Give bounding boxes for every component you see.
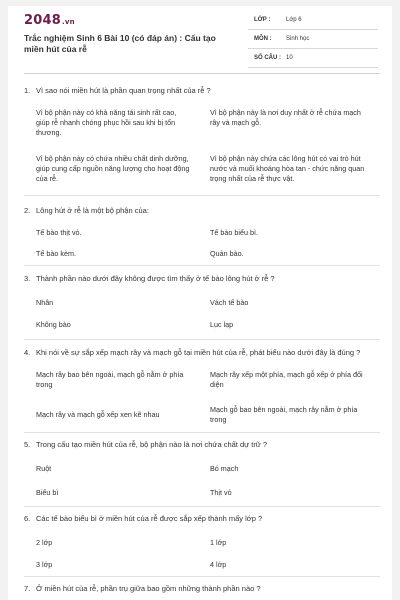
meta-value: Lớp 6	[286, 17, 302, 23]
answer-option-d[interactable]: Lục lạp	[210, 320, 234, 329]
question-divider	[24, 195, 380, 196]
meta-value: 10	[286, 55, 293, 61]
answer-option-d[interactable]: Vì bộ phận này chứa các lông hút có vai trò hút nước và muối khoáng hòa tan - chức năng quan trọng nhất của rễ thực vật.	[210, 154, 365, 183]
answer-option-b[interactable]: 1 lớp	[210, 538, 227, 547]
question-divider	[24, 576, 380, 577]
question-text: Các tế bào biểu bì ở miền hút của rễ được sắp xếp thành mấy lớp ?	[36, 514, 263, 523]
logo-text: 2048	[24, 13, 61, 28]
question-text: Vì sao nói miền hút là phần quan trọng nhất của rễ ?	[36, 86, 211, 95]
meta-label: MÔN :	[254, 36, 272, 42]
answer-option-c[interactable]: Mạch rây và mạch gỗ xếp xen kẽ nhau	[36, 410, 160, 419]
meta-info	[248, 14, 378, 68]
meta-row-count	[248, 52, 378, 68]
meta-row-subject	[248, 33, 378, 49]
question-text: Lông hút ở rễ là một bộ phận của:	[36, 206, 149, 215]
question-number: 7.	[24, 584, 31, 593]
answer-option-b[interactable]: Tế bào biểu bì.	[210, 228, 258, 237]
question-number: 6.	[24, 514, 31, 523]
answer-option-b[interactable]: Bó mạch	[210, 464, 239, 473]
question-divider	[24, 265, 380, 266]
answer-option-c[interactable]: Tế bào kèm.	[36, 249, 76, 258]
answer-option-a[interactable]: Ruột	[36, 464, 52, 473]
answer-option-d[interactable]: 4 lớp	[210, 560, 227, 569]
answer-option-b[interactable]: Vách tế bào	[210, 298, 249, 307]
meta-label: LỚP :	[254, 17, 271, 23]
question-text: Trong cấu tạo miền hút của rễ, bộ phận nào là nơi chứa chất dự trữ ?	[36, 440, 268, 449]
page-title: Trắc nghiệm Sinh 6 Bài 10 (có đáp án) : Cấu tạo miền hút của rễ	[24, 33, 216, 54]
question-number: 3.	[24, 274, 31, 283]
question-text: Thành phần nào dưới đây không được tìm thấy ở tế bào lông hút ở rễ ?	[36, 274, 275, 283]
meta-label: SỐ CÂU :	[254, 55, 281, 61]
answer-option-d[interactable]: Quản bào.	[210, 249, 244, 258]
answer-option-b[interactable]: Mạch rây xếp một phía, mạch gỗ xếp ở phía đối diện	[210, 370, 363, 389]
meta-row-class	[248, 14, 378, 30]
answer-option-c[interactable]: 3 lớp	[36, 560, 53, 569]
question-divider	[24, 339, 380, 340]
question-number: 5.	[24, 440, 31, 449]
answer-option-a[interactable]: Mạch rây bao bên ngoài, mạch gỗ nằm ở phía trong	[36, 370, 184, 389]
answer-option-c[interactable]: Biểu bì	[36, 488, 59, 497]
answer-option-d[interactable]: Mạch gỗ bao bên ngoài, mạch rây nằm ở phía trong	[210, 405, 358, 424]
meta-value: Sinh học	[286, 36, 310, 42]
answer-option-d[interactable]: Thịt vỏ	[210, 488, 232, 497]
answer-option-a[interactable]: 2 lớp	[36, 538, 53, 547]
question-divider	[24, 432, 380, 433]
logo-suffix: .vn	[61, 18, 75, 26]
header	[8, 6, 392, 68]
document-page	[8, 6, 392, 600]
answer-option-c[interactable]: Vì bộ phận này có chứa nhiều chất dinh dưỡng, giúp cung cấp nguồn năng lượng cho hoạt động của rễ.	[36, 154, 190, 183]
question-text: Ở miền hút của rễ, phần trụ giữa bao gồm những thành phần nào ?	[36, 584, 261, 593]
question-divider	[24, 506, 380, 507]
answer-option-a[interactable]: Tế bào thịt vỏ.	[36, 228, 82, 237]
question-number: 1.	[24, 86, 31, 95]
header-divider	[24, 73, 380, 74]
answer-option-a[interactable]: Nhân	[36, 298, 54, 307]
site-logo[interactable]	[24, 13, 75, 28]
question-text: Khi nói về sự sắp xếp mạch rây và mạch gỗ tại miền hút của rễ, phát biểu nào dưới đây là đúng ?	[36, 348, 361, 357]
question-number: 2.	[24, 206, 31, 215]
answer-option-b[interactable]: Vì bộ phận này là nơi duy nhất ở rễ chứa mạch rây và mạch gỗ.	[210, 108, 361, 127]
answer-option-c[interactable]: Không bào	[36, 320, 71, 329]
answer-option-a[interactable]: Vì bộ phận này có khả năng tái sinh rất cao, giúp rễ nhanh chóng phục hồi sau khi bị tổn thương.	[36, 108, 177, 137]
question-number: 4.	[24, 348, 31, 357]
